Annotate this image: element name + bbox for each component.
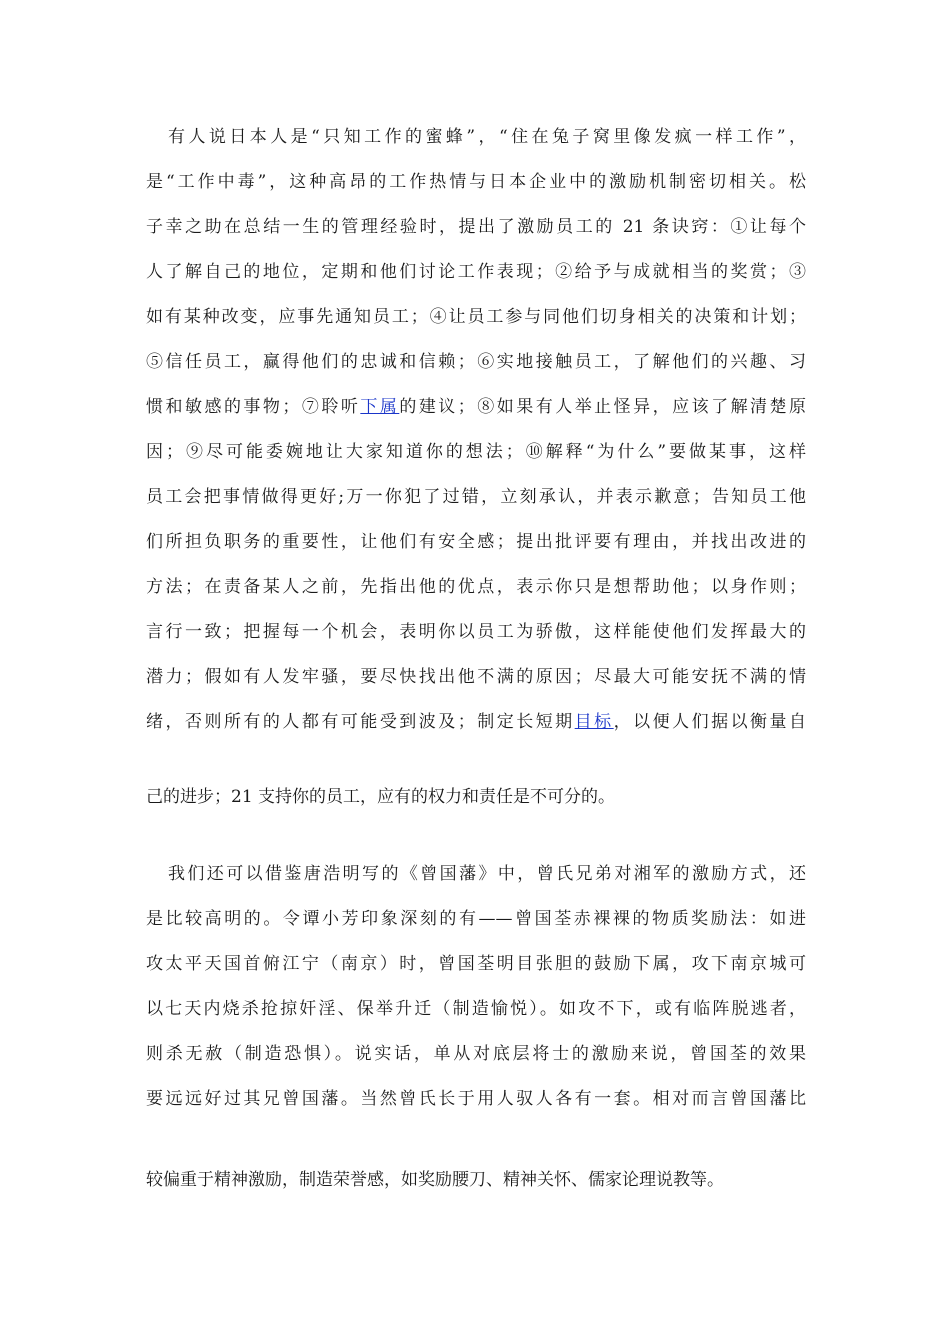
text-line: 潜力；假如有人发牢骚，要尽快找出他不满的原因；尽最大可能安抚不满的情 — [146, 667, 806, 687]
text-line: 们所担负职务的重要性，让他们有安全感；提出批评要有理由，并找出改进的 — [146, 532, 806, 552]
text-line: 如有某种改变，应事先通知员工；④让员工参与同他们切身相关的决策和计划； — [146, 307, 806, 327]
paragraph-incentives-japan — [146, 115, 806, 745]
text-segment: 的建议；⑧如果有人举止怪异，应该了解清楚原 — [399, 397, 807, 417]
text-line-with-link — [146, 700, 806, 745]
text-line: 己的进步；21 支持你的员工，应有的权力和责任是不可分的。 — [146, 787, 616, 807]
text-line: 员工会把事情做得更好;万一你犯了过错，立刻承认，并表示歉意；告知员工他 — [146, 487, 806, 507]
text-line-with-link — [146, 385, 806, 430]
text-line: 有人说日本人是“只知工作的蜜蜂”，“住在兔子窝里像发疯一样工作”， — [168, 127, 806, 147]
text-line: 以七天内烧杀抢掠奸淫、保举升迁（制造愉悦）。如攻不下，或有临阵脱逃者， — [146, 999, 806, 1019]
text-line: 子幸之助在总结一生的管理经验时，提出了激励员工的 21 条诀窍：①让每个 — [146, 217, 806, 237]
text-segment: 惯和敏感的事物；⑦聆听 — [146, 397, 361, 417]
text-line: 较偏重于精神激励，制造荣誉感，如奖励腰刀、精神关怀、儒家论理说教等。 — [146, 1170, 724, 1190]
text-line: 要远远好过其兄曾国藩。当然曾氏长于用人驭人各有一套。相对而言曾国藩比 — [146, 1089, 806, 1109]
text-line: 则杀无赦（制造恐惧）。说实话，单从对底层将士的激励来说，曾国荃的效果 — [146, 1044, 806, 1064]
text-line: 是比较高明的。令谭小芳印象深刻的有——曾国荃赤裸裸的物质奖励法：如进 — [146, 909, 806, 929]
link-goals[interactable]: 目标 — [574, 712, 614, 732]
text-line: 我们还可以借鉴唐浩明写的《曾国藩》中，曾氏兄弟对湘军的激励方式，还 — [168, 864, 806, 884]
paragraph-zeng-guofan — [146, 852, 806, 1122]
text-line: ⑤信任员工，赢得他们的忠诚和信赖；⑥实地接触员工，了解他们的兴趣、习 — [146, 352, 806, 372]
text-line: 言行一致；把握每一个机会，表明你以员工为骄傲，这样能使他们发挥最大的 — [146, 622, 806, 642]
text-line: 人了解自己的地位，定期和他们讨论工作表现；②给予与成就相当的奖赏；③ — [146, 262, 806, 282]
text-line: 攻太平天国首俯江宁（南京）时，曾国荃明目张胆的鼓励下属，攻下南京城可 — [146, 954, 806, 974]
link-subordinates[interactable]: 下属 — [360, 397, 400, 417]
text-line: 因；⑨尽可能委婉地让大家知道你的想法；⑩解释“为什么”要做某事，这样 — [146, 442, 806, 462]
text-segment: ，以便人们据以衡量自 — [613, 712, 807, 732]
text-line: 方法；在责备某人之前，先指出他的优点，表示你只是想帮助他；以身作则； — [146, 577, 806, 597]
text-segment: 绪，否则所有的人都有可能受到波及；制定长短期 — [146, 712, 575, 732]
text-line: 是“工作中毒”，这种高昂的工作热情与日本企业中的激励机制密切相关。松 — [146, 172, 806, 192]
